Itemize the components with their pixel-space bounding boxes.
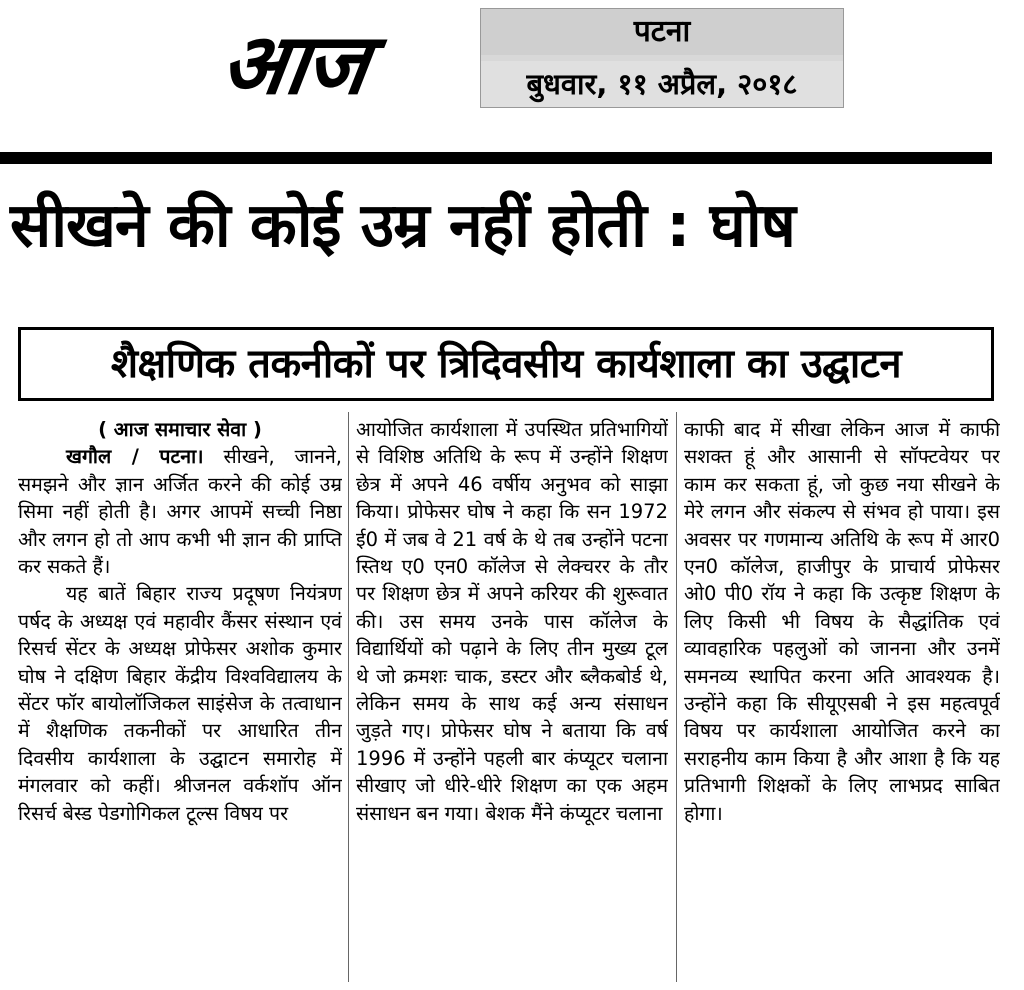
paragraph-2: यह बातें बिहार राज्य प्रदूषण नियंत्रण पर्षद के अध्यक्ष एवं महावीर कैंसर संस्थान एवं रिसर्च सेंटर के अध्यक्ष प्रोफेसर अशोक कुमार घोष ने दक्षिण बिहार केंद्रीय विश्वविद्यालय के सेंटर फॉर बायोलॉजिकल साइंसेज के तत्वाधान में शैक्षणिक तकनीकों पर आधारित तीन दिवसीय कार्यशाला के उद्घाटन समारोह में मंगलवार को कहीं। श्रीजनल वर्कशॉप ऑन रिसर्च बेस्ड पेडगोगिकल टूल्स विषय पर <box>18 582 342 825</box>
masthead-rule <box>0 152 992 164</box>
news-agency: ( आज समाचार सेवा ) <box>98 418 262 441</box>
newspaper-logo: आज <box>215 15 374 113</box>
dateline-date: बुधवार, ११ अप्रैल, २०१८ <box>481 61 843 107</box>
dateline-box <box>480 8 844 108</box>
lead-text: सीखने, जानने, समझने और ज्ञान अर्जित करने की कोई उम्र सिमा नहीं होती है। अगर आपमें सच्ची निष्ठा और लगन हो तो आप कभी भी ज्ञान की प्राप्ति कर सकते हैं। <box>18 445 342 579</box>
article-column-1 <box>18 416 342 984</box>
column-3-text: काफी बाद में सीखा लेकिन आज में काफी सशक्त हूं और आसानी से सॉफ्टवेयर पर काम कर सकता हूं, जो कुछ नया सीखने के मेरे लगन और संकल्प से संभव हो पाया। इस अवसर पर गणमान्य अतिथि के रूप में आर0 एन0 कॉलेज, हाजीपुर के प्राचार्य प्रोफेसर ओ0 पी0 रॉय ने कहा कि उत्कृष्ट शिक्षण के लिए किसी भी विषय के सैद्धांतिक एवं व्यावहारिक पहलुओं को जानना और उनमें समनव्य स्थापित करना अति आवश्यक है। उन्होंने कहा कि सीयूएसबी ने इस महत्वपूर्व विषय पर कार्यशाला आयोजित करने का सराहनीय काम किया है और आशा है कि यह प्रतिभागी शिक्षकों के लिए लाभप्रद साबित होगा। <box>684 418 1000 825</box>
column-divider <box>676 412 677 982</box>
article-column-2 <box>356 416 668 984</box>
article-subheadline: शैक्षणिक तकनीकों पर त्रिदिवसीय कार्यशाला का उद्घाटन <box>18 327 994 401</box>
article-headline: सीखने की कोई उम्र नहीं होती : घोष <box>10 190 795 261</box>
article-column-3 <box>684 416 1000 984</box>
lead-paragraph <box>18 443 342 580</box>
column-divider <box>348 412 349 982</box>
dateline-city: पटना <box>481 9 843 55</box>
column-2-text: आयोजित कार्यशाला में उपस्थित प्रतिभागियों से विशिष्ठ अतिथि के रूप में उन्होंने शिक्षण छेत्र में अपने 46 वर्षीय अनुभव को साझा किया। प्रोफेसर घोष ने कहा कि सन 1972 ई0 में जब वे 21 वर्ष के थे तब उन्होंने पटना स्तिथ ए0 एन0 कॉलेज से लेक्चरर के तौर पर शिक्षण छेत्र में अपने करियर की शुरूवात की। उस समय उनके पास कॉलेज के विद्यार्थियों को पढ़ाने के लिए तीन मुख्य टूल थे जो क्रमशः चाक, डस्टर और ब्लैकबोर्ड थे, लेकिन समय के साथ कई अन्य संसाधन जुड़ते गए। प्रोफेसर घोष ने बताया कि वर्ष 1996 में उन्होंने पहली बार कंप्यूटर चलाना सीखाए जो धीरे-धीरे शिक्षण का एक अहम संसाधन बन गया। बेशक मैंने कंप्यूटर चलाना <box>356 418 668 825</box>
dateline-place: खगौल / पटना। <box>66 445 204 469</box>
